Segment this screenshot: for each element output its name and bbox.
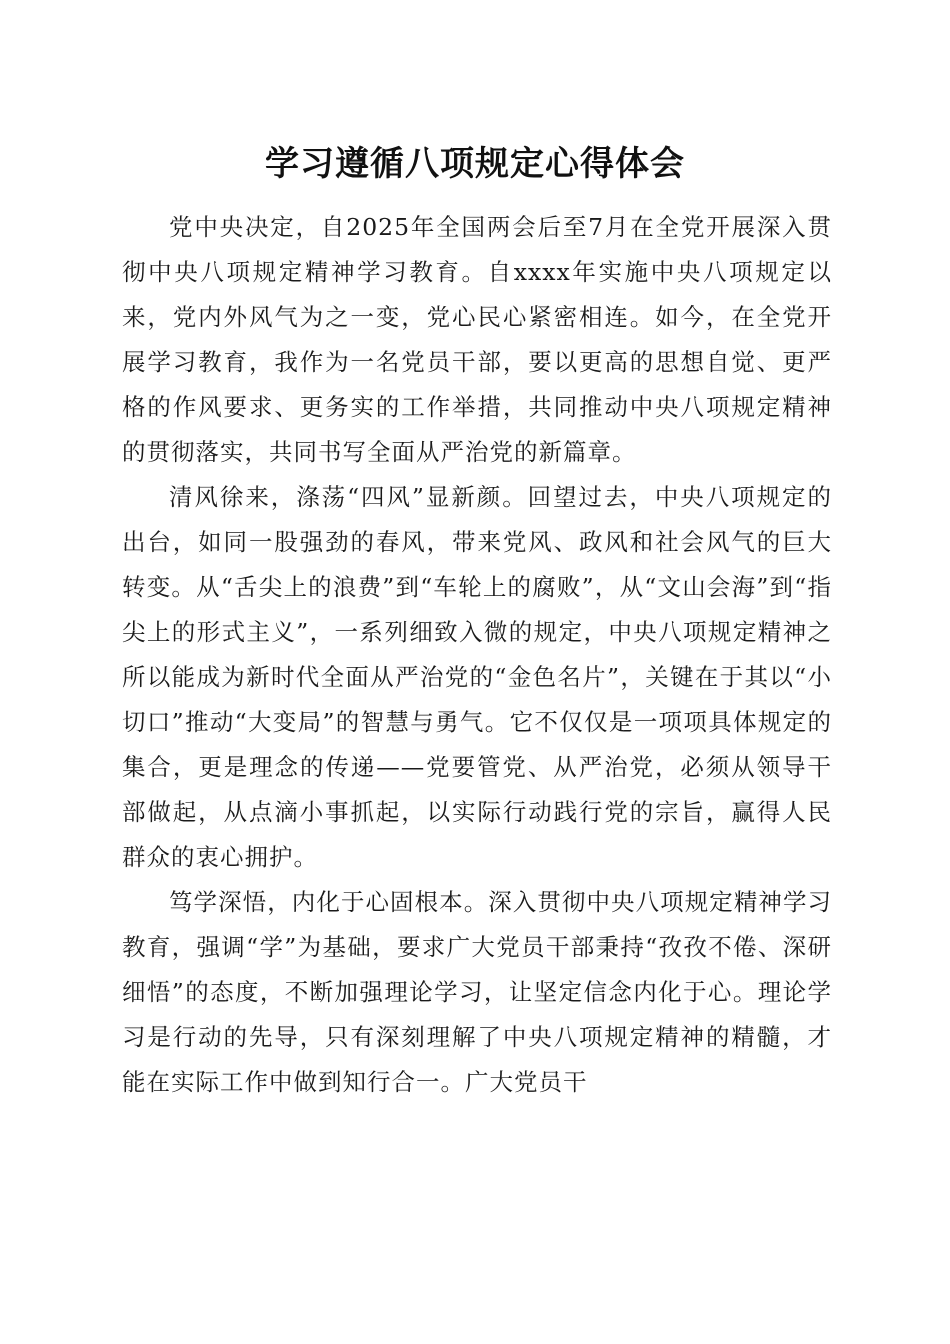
paragraph-1: 党中央决定，自2025年全国两会后至7月在全党开展深入贯彻中央八项规定精神学习教育。自xxxx年实施中央八项规定以来，党内外风气为之一变，党心民心紧密相连。如今，在全党开展学习教育，我作为一名党员干部，要以更高的思想自觉、更严格的作风要求、更务实的工作举措，共同推动中央八项规定精神的贯彻落实，共同书写全面从严治党的新篇章。 [122, 213, 832, 466]
document-body [122, 205, 832, 1105]
paragraph-2: 清风徐来，涤荡“四风”显新颜。回望过去，中央八项规定的出台，如同一股强劲的春风，带来党风、政风和社会风气的巨大转变。从“舌尖上的浪费”到“车轮上的腐败”，从“文山会海”到“指尖上的形式主义”，一系列细致入微的规定，中央八项规定精神之所以能成为新时代全面从严治党的“金色名片”，关键在于其以“小切口”推动“大变局”的智慧与勇气。它不仅仅是一项项具体规定的集合，更是理念的传递——党要管党、从严治党，必须从领导干部做起，从点滴小事抓起，以实际行动践行党的宗旨，赢得人民群众的衷心拥护。 [122, 483, 832, 871]
paragraph-3: 笃学深悟，内化于心固根本。深入贯彻中央八项规定精神学习教育，强调“学”为基础，要求广大党员干部秉持“孜孜不倦、深研细悟”的态度，不断加强理论学习，让坚定信念内化于心。理论学习是行动的先导，只有深刻理解了中央八项规定精神的精髓，才能在实际工作中做到知行合一。广大党员干 [122, 888, 832, 1096]
document-title: 学习遵循八项规定心得体会 [265, 144, 685, 184]
